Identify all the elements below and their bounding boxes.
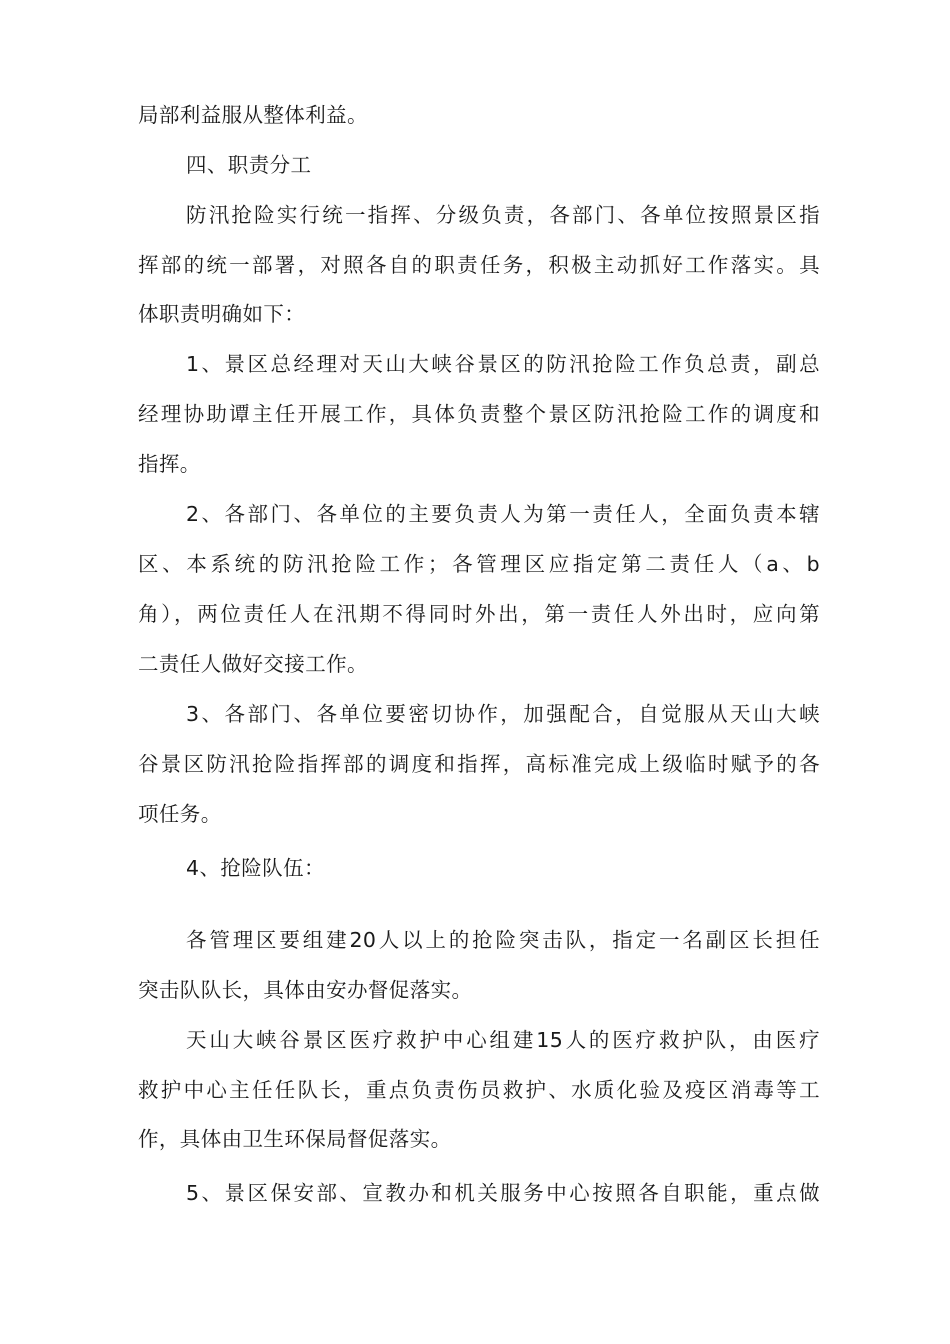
text-line-18: 突击队队长，具体由安办督促落实。 <box>138 978 473 1002</box>
text-line-6: 1、景区总经理对天山大峡谷景区的防汛抢险工作负总责，副总 <box>186 352 820 376</box>
text-line-12: 二责任人做好交接工作。 <box>138 652 368 676</box>
text-line-5: 体职责明确如下： <box>138 302 306 326</box>
text-line-10: 区、本系统的防汛抢险工作；各管理区应指定第二责任人（a、b <box>138 552 820 576</box>
text-line-4: 挥部的统一部署，对照各自的职责任务，积极主动抓好工作落实。具 <box>138 253 820 277</box>
text-line-16: 4、抢险队伍： <box>186 856 325 880</box>
text-line-22: 5、景区保安部、宣教办和机关服务中心按照各自职能，重点做 <box>186 1181 820 1205</box>
text-line-20: 救护中心主任任队长，重点负责伤员救护、水质化验及疫区消毒等工 <box>138 1078 820 1102</box>
text-line-8: 指挥。 <box>138 452 201 476</box>
text-line-11: 角），两位责任人在汛期不得同时外出，第一责任人外出时，应向第 <box>138 602 820 626</box>
text-line-3: 防汛抢险实行统一指挥、分级负责，各部门、各单位按照景区指 <box>186 203 820 227</box>
text-line-19: 天山大峡谷景区医疗救护中心组建15人的医疗救护队，由医疗 <box>186 1028 820 1052</box>
text-line-7: 经理协助谭主任开展工作，具体负责整个景区防汛抢险工作的调度和 <box>138 402 820 426</box>
text-line-21: 作，具体由卫生环保局督促落实。 <box>138 1127 452 1151</box>
text-line-14: 谷景区防汛抢险指挥部的调度和指挥，高标准完成上级临时赋予的各 <box>138 752 820 776</box>
text-line-15: 项任务。 <box>138 802 222 826</box>
text-line-9: 2、各部门、各单位的主要负责人为第一责任人，全面负责本辖 <box>186 502 820 526</box>
text-line-13: 3、各部门、各单位要密切协作，加强配合，自觉服从天山大峡 <box>186 702 820 726</box>
section-heading: 四、职责分工 <box>186 153 312 177</box>
text-line-1: 局部利益服从整体利益。 <box>138 103 368 127</box>
text-line-17: 各管理区要组建20人以上的抢险突击队，指定一名副区长担任 <box>186 928 820 952</box>
